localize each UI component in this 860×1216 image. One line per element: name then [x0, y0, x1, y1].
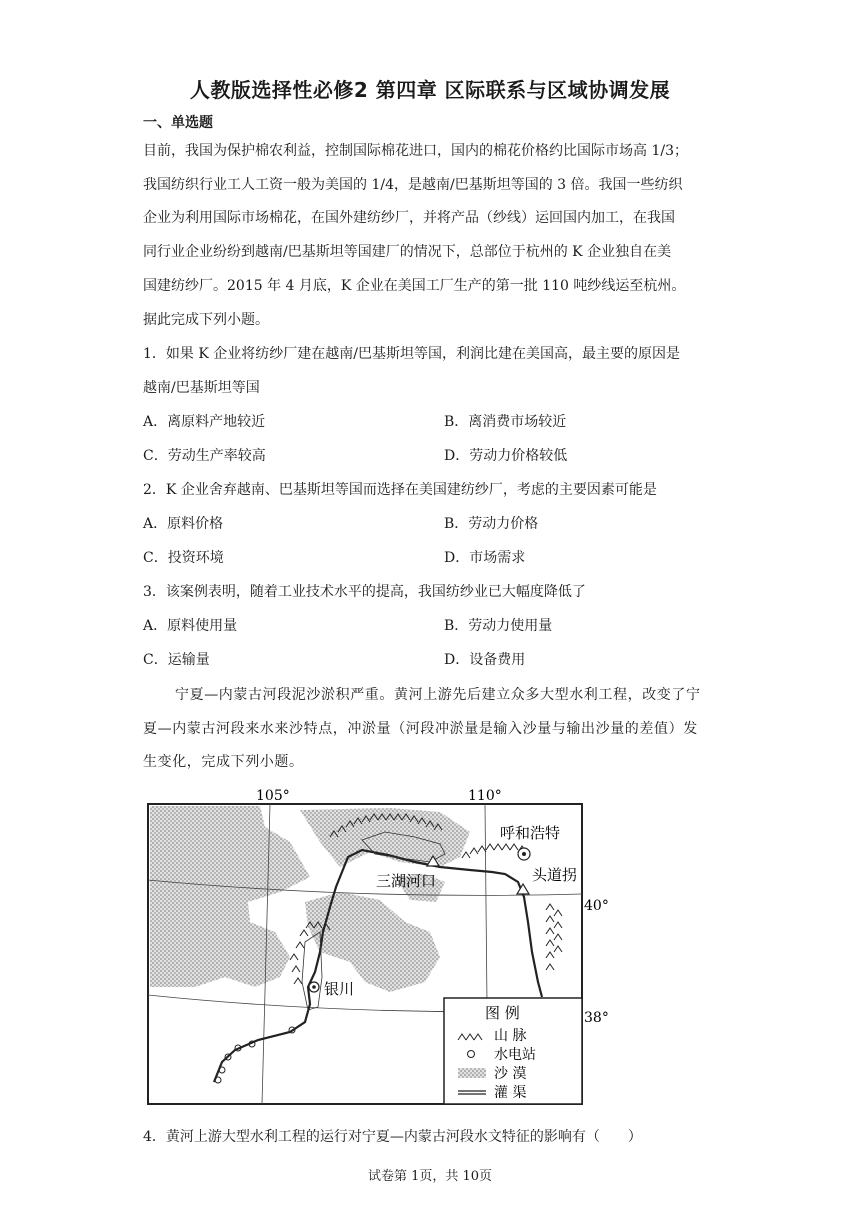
desert-legend-icon [458, 1068, 486, 1078]
option-c: C．运输量 [143, 652, 210, 668]
passage-line: 企业为利用国际市场棉花，在国外建纺纱厂，并将产品（纱线）运回国内加工，在我国 [143, 210, 675, 226]
legend-canal: 灌 渠 [494, 1085, 527, 1101]
passage-line: 国建纺纱厂。2015 年 4 月底，K 企业在美国工厂生产的第一批 110 吨纱线运至杭州。 [143, 278, 686, 294]
hohhot-marker [518, 848, 530, 860]
option-a: A．原料价格 [143, 516, 224, 532]
yellow-river-map [140, 782, 620, 1112]
legend-desert: 沙 漠 [494, 1066, 527, 1082]
option-a: A．离原料产地较近 [143, 414, 266, 430]
option-d: D．劳动力价格较低 [444, 448, 568, 464]
passage-line: 据此完成下列小题。 [143, 312, 269, 328]
legend-title: 图 例 [485, 1004, 520, 1022]
lon-label-105: 105° [256, 788, 290, 804]
passage-line: 宁夏—内蒙古河段泥沙淤积严重。黄河上游先后建立众多大型水利工程，改变了宁 [175, 687, 701, 703]
question-4-stem: 4．黄河上游大型水利工程的运行对宁夏—内蒙古河段水文特征的影响有（ ） [143, 1129, 642, 1145]
passage-line: 夏—内蒙古河段来水来沙特点，冲淤量（河段冲淤量是输入沙量与输出沙量的差值）发 [143, 721, 698, 737]
passage-line: 同行业企业纷纷到越南/巴基斯坦等国建厂的情况下，总部位于杭州的 K 企业独自在美 [143, 244, 672, 260]
passage-line: 我国纺织行业工人工资一般为美国的 1/4，是越南/巴基斯坦等国的 3 倍。我国一些纺织 [143, 177, 683, 193]
question-stem: 越南/巴基斯坦等国 [143, 380, 260, 396]
option-d: D．市场需求 [444, 550, 526, 566]
option-b: B．劳动力价格 [444, 516, 539, 532]
page-title: 人教版选择性必修2 第四章 区际联系与区域协调发展 [189, 78, 671, 102]
lat-label-40: 40° [584, 898, 609, 914]
place-yinchuan: 银川 [324, 980, 355, 998]
section-heading: 一、单选题 [143, 115, 213, 131]
passage-line: 目前，我国为保护棉农利益，控制国际棉花进口，国内的棉花价格约比国际市场高 1/3； [143, 143, 688, 159]
option-a: A．原料使用量 [143, 618, 238, 634]
legend-hydropower: 水电站 [494, 1047, 536, 1063]
page-footer: 试卷第 1页，共 10页 [367, 1169, 493, 1184]
legend-mountain: 山 脉 [494, 1028, 527, 1044]
option-b: B．劳动力使用量 [444, 618, 553, 634]
option-d: D．设备费用 [444, 652, 526, 668]
option-c: C．投资环境 [143, 550, 224, 566]
place-hohhot: 呼和浩特 [500, 824, 561, 842]
passage-line: 生变化，完成下列小题。 [143, 754, 304, 770]
map-legend [444, 998, 582, 1104]
question-stem: 1．如果 K 企业将纺纱厂建在越南/巴基斯坦等国，利润比建在美国高，最主要的原因是 [143, 346, 680, 362]
yinchuan-marker [309, 982, 319, 992]
lon-label-110: 110° [468, 788, 502, 804]
question-stem: 3．该案例表明，随着工业技术水平的提高，我国纺纱业已大幅度降低了 [143, 584, 586, 600]
option-c: C．劳动生产率较高 [143, 448, 266, 464]
option-b: B．离消费市场较近 [444, 414, 567, 430]
question-stem: 2．K 企业舍弃越南、巴基斯坦等国而选择在美国建纺纱厂，考虑的主要因素可能是 [143, 482, 657, 498]
lat-label-38: 38° [584, 1010, 609, 1026]
place-sanhu: 三湖河口 [376, 872, 437, 890]
place-toudaoguai: 头道拐 [532, 866, 578, 884]
